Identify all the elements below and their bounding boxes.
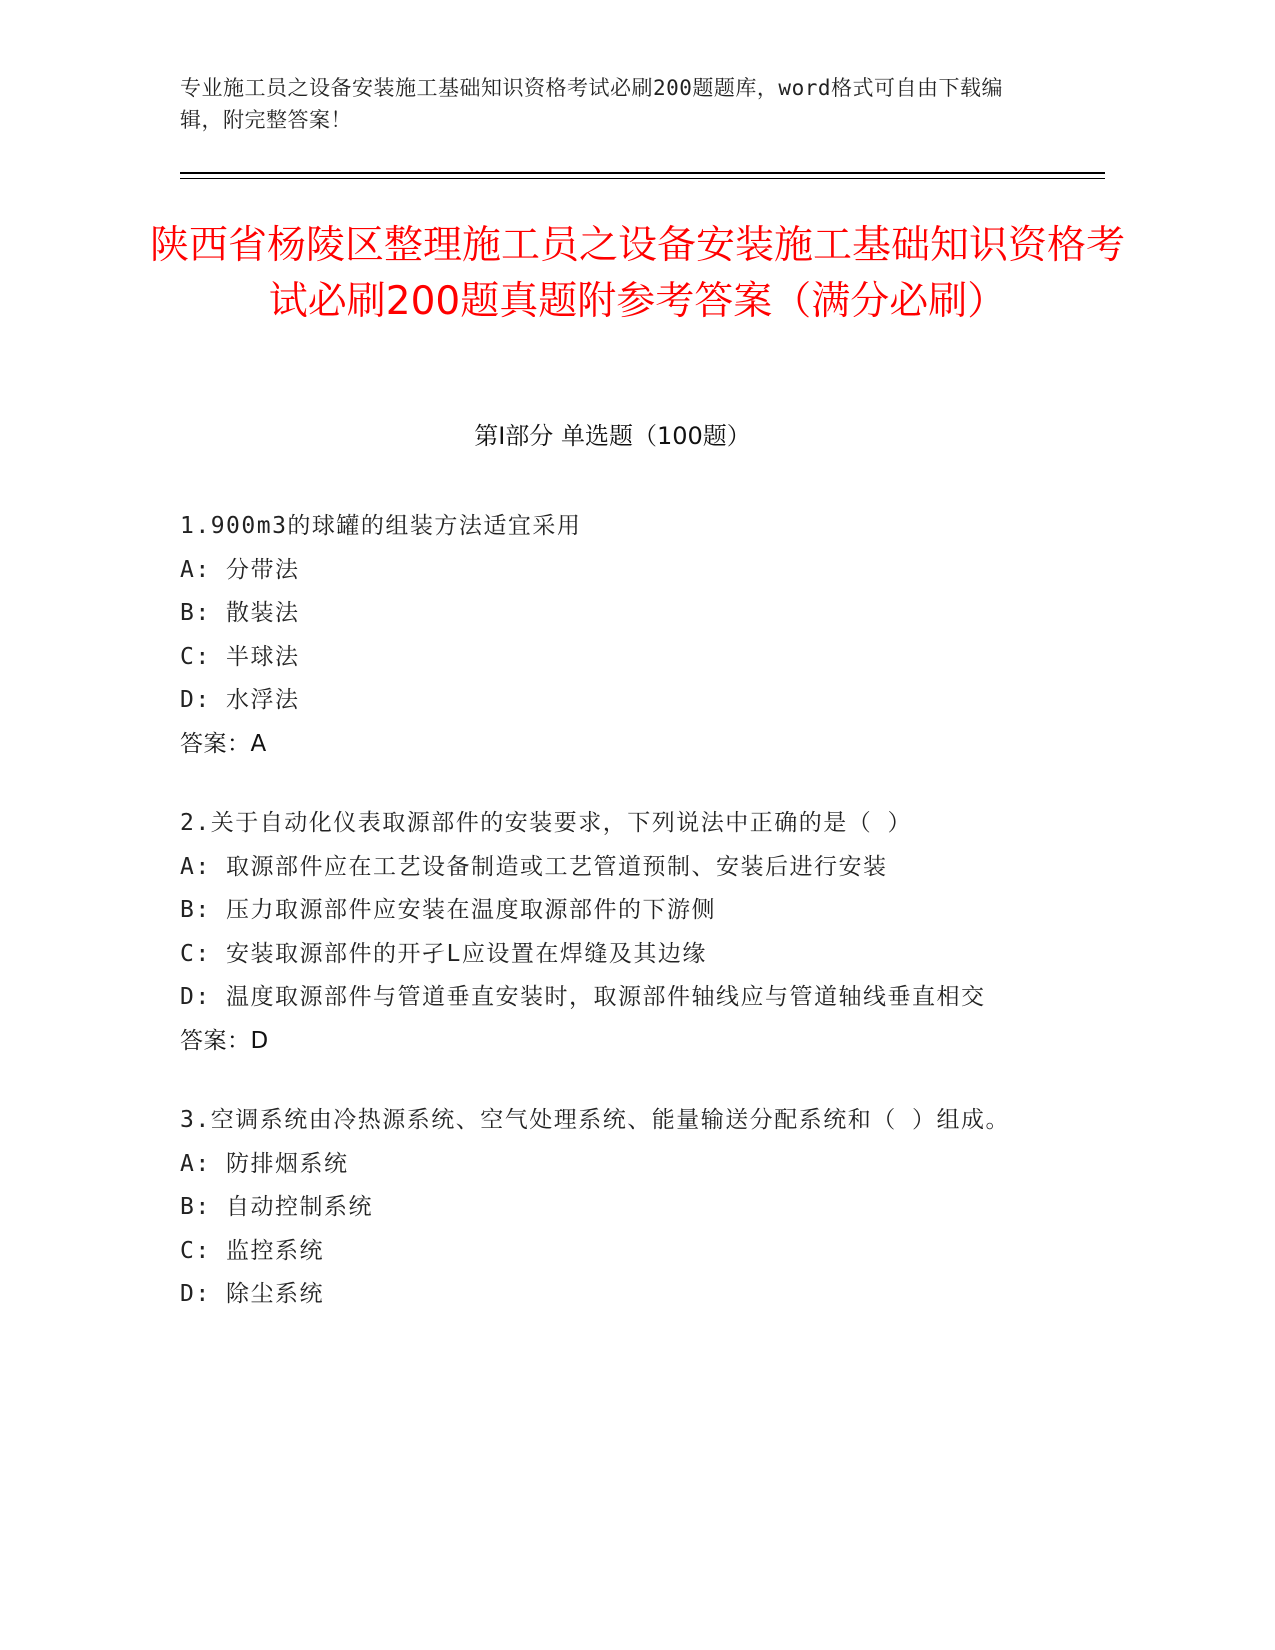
option-b: B: 压力取源部件应安装在温度取源部件的下游侧 (180, 897, 717, 923)
question-2 (180, 802, 1035, 1063)
option-c: C: 半球法 (180, 643, 300, 670)
question-3 (180, 1099, 1035, 1317)
option-b: B: 自动控制系统 (180, 1194, 374, 1220)
option-d: D: 水浮法 (180, 687, 300, 713)
question-list (180, 505, 1035, 1353)
answer-line: 答案：A (180, 730, 267, 757)
question-1 (180, 505, 1035, 766)
question-stem: 1.900m3的球罐的组装方法适宜采用 (180, 513, 582, 539)
question-stem: 2.关于自动化仪表取源部件的安装要求，下列说法中正确的是（ ） (180, 810, 913, 836)
document-title: 陕西省杨陵区整理施工员之设备安装施工基础知识资格考试必刷200题真题附参考答案（满分必刷） (150, 223, 1126, 324)
section-heading: 第Ⅰ部分 单选题（100题） (474, 422, 751, 450)
header-rule-thick (180, 172, 1105, 174)
option-c: C: 监控系统 (180, 1237, 325, 1264)
option-d: D: 除尘系统 (180, 1281, 325, 1307)
option-a: A: 取源部件应在工艺设备制造或工艺管道预制、安装后进行安装 (180, 853, 888, 880)
header-note: 专业施工员之设备安装施工基础知识资格考试必刷200题题库，word格式可自由下载编辑，附完整答案！ (180, 76, 1003, 132)
option-b: B: 散装法 (180, 600, 300, 626)
option-c: C: 安装取源部件的开孑L应设置在焊缝及其边缘 (180, 940, 707, 967)
header-rule-thin (180, 178, 1105, 179)
answer-line: 答案：D (180, 1027, 269, 1054)
option-d: D: 温度取源部件与管道垂直安装时，取源部件轴线应与管道轴线垂直相交 (180, 984, 986, 1010)
option-a: A: 防排烟系统 (180, 1150, 349, 1177)
question-stem: 3.空调系统由冷热源系统、空气处理系统、能量输送分配系统和（ ）组成。 (180, 1107, 1011, 1133)
option-a: A: 分带法 (180, 556, 300, 583)
